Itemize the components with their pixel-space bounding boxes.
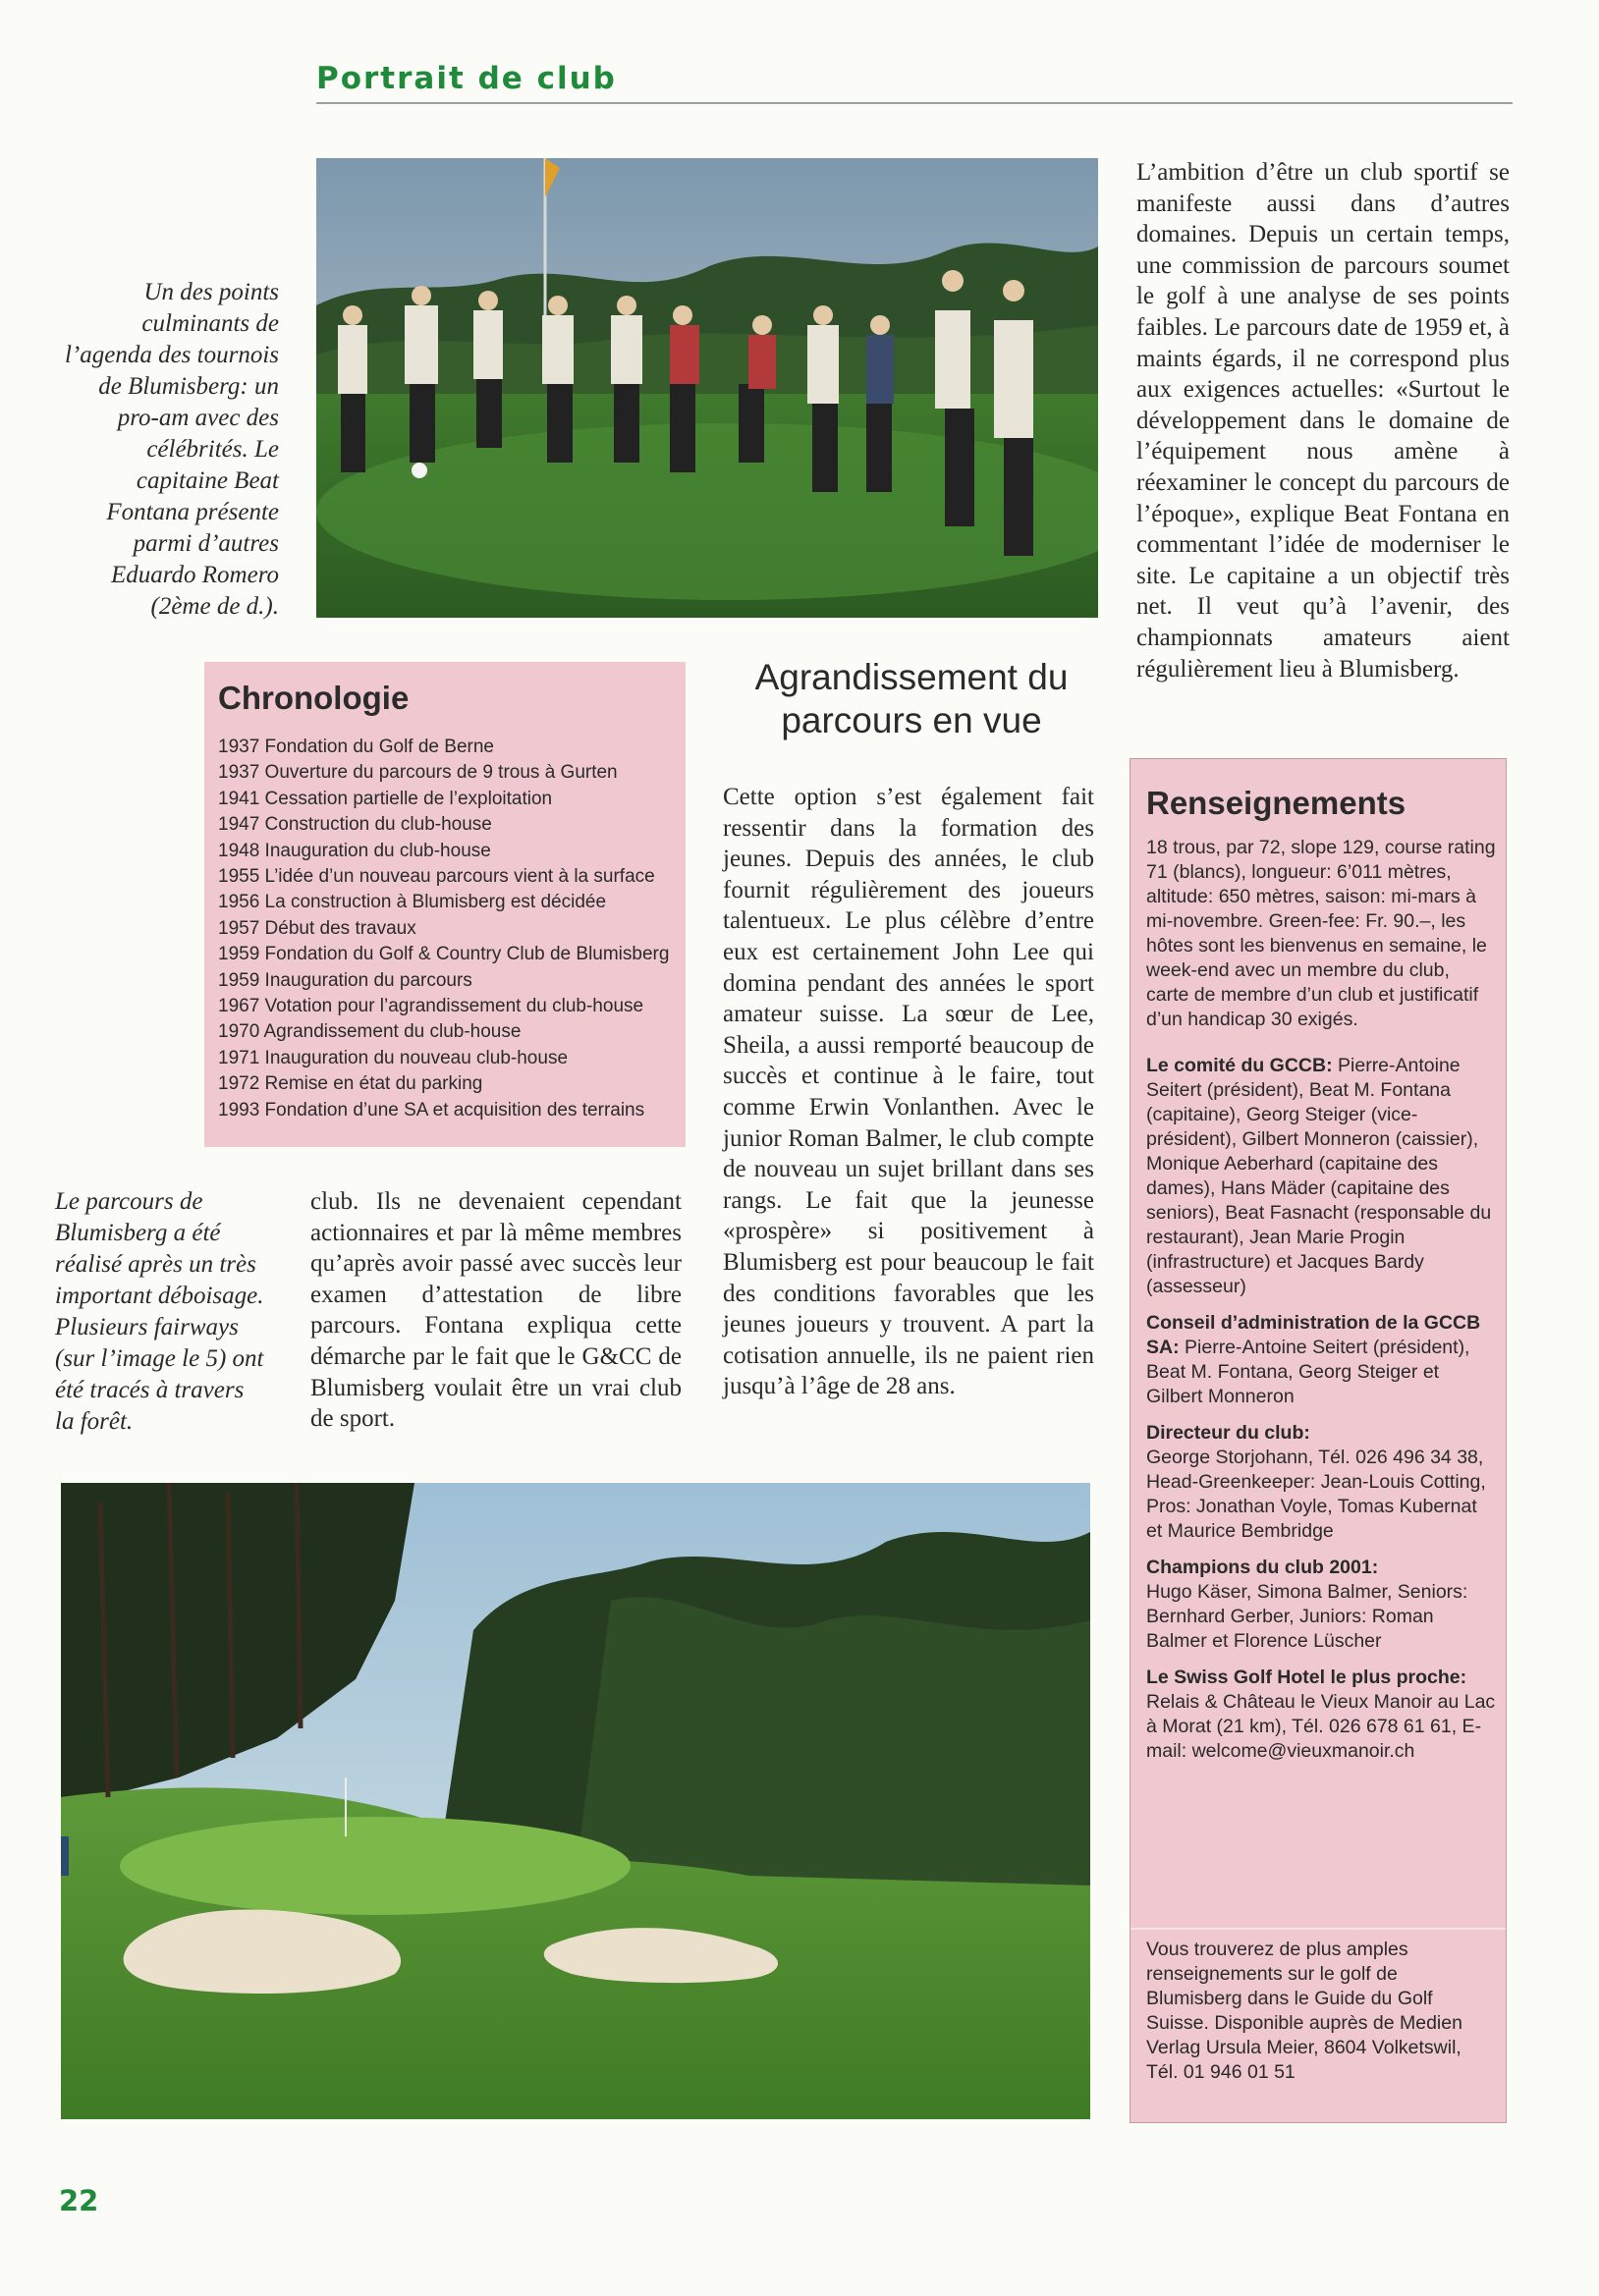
chronologie-item: 1955 L’idée d’un nouveau parcours vient à la surface [218,866,655,888]
chronologie-item: 1959 Fondation du Golf & Country Club de Blumisberg [218,944,670,965]
photo-caption-top: Un des points culminants de l’agenda des tournois de Blumisberg: un pro-am avec des célébrités. Le capitaine Beat Fontana présente parmi d’autres Eduardo Romero (2ème de d.). [64,279,279,620]
chronologie-item: 1947 Construction du club-house [218,814,492,836]
proam-photo-image [316,158,1098,618]
chronologie-item: 1957 Début des travaux [218,917,416,939]
chronologie-item: 1937 Fondation du Golf de Berne [218,737,494,757]
chronologie-item: 1970 Agrandissement du club-house [218,1021,522,1043]
chronologie-item: 1937 Ouverture du parcours de 9 trous à Gurten [218,762,618,784]
renseignements-divider [1130,1928,1506,1930]
comite-label: Le comité du GCCB: [1146,1055,1333,1076]
proam-photo [316,158,1098,618]
chronologie-item: 1971 Inauguration du nouveau club-house [218,1047,569,1068]
chronologie-list [218,735,680,1123]
article-col-left: club. Ils ne devenaient cependant actionnaires et par là même membres qu’après avoir passé avec succès leur examen d’attestation de libre parcours. Fontana expliqua cette démarche par le fait que le G&CC de Blumisberg voulait être un vrai club de sport. [310,1188,682,1433]
champions-label: Champions du club 2001: [1146,1557,1379,1578]
conseil-label: Conseil d’administration de la GCCB SA: [1146,1312,1481,1358]
header-rule [316,102,1513,104]
chronologie-item: 1967 Votation pour l’agrandissement du club-house [218,996,644,1017]
chronologie-item: 1948 Inauguration du club-house [218,840,491,861]
chronologie-item: 1959 Inauguration du parcours [218,969,472,991]
renseignements-title: Renseignements [1146,785,1406,821]
course-photo-image [61,1483,1090,2119]
champions-text: Hugo Käser, Simona Balmer, Seniors: Bernhard Gerber, Juniors: Roman Balmer et Florence Lüscher [1146,1581,1468,1652]
renseignements-content [1146,836,1496,1776]
chronologie-item: 1993 Fondation d’une SA et acquisition des terrains [218,1099,645,1121]
hotel-section [1146,1666,1496,1764]
course-photo [61,1483,1090,2119]
renseignements-box [1130,758,1507,2123]
hotel-label: Le Swiss Golf Hotel le plus proche: [1146,1667,1467,1688]
page-number: 22 [59,2184,99,2217]
conseil-section [1146,1311,1496,1409]
directeur-section [1146,1421,1496,1544]
directeur-label: Directeur du club: [1146,1422,1310,1444]
chronologie-item: 1941 Cessation partielle de l’exploitation [218,788,553,809]
chronologie-item: 1972 Remise en état du parking [218,1073,483,1095]
chronologie-title: Chronologie [218,680,410,716]
comite-text: Pierre-Antoine Seitert (président), Beat M. Fontana (capitaine), Georg Steiger (vice-président), Gilbert Monneron (caissier), Monique Aeberhard (capitaine des dames), Hans Mäder (capitaine des seniors), Beat Fasnacht (responsable du restaurant), Jean Marie Progin (infrastructure) et Jacques Bardy (assesseur) [1146,1055,1492,1297]
renseignements-footer: Vous trouverez de plus amples renseignements sur le golf de Blumisberg dans le Guide du Golf Suisse. Disponible auprès de Medien Verlag Ursula Meier, 8604 Volketswil, Tél. 01 946 01 51 [1146,1939,1462,2083]
chronologie-item: 1956 La construction à Blumisberg est décidée [218,892,607,913]
photo-caption-bottom: Le parcours de Blumisberg a été réalisé après un très important déboisage. Plusieurs fairways (sur l’image le 5) ont été tracés à travers la forêt. [55,1188,264,1435]
renseignements-intro: 18 trous, par 72, slope 129, course rating 71 (blancs), longueur: 6’011 mètres, altitude: 650 mètres, saison: mi-mars à mi-novembre. Green-fee: Fr. 90.–, les hôtes sont les bienvenus en semaine, le week-end avec un membre du club, carte de membre d’un club et justificatif d’un handicap 30 exigés. [1146,837,1496,1030]
section-title: Portrait de club [316,61,617,96]
article-col-middle: Cette option s’est également fait ressentir dans la formation des jeunes. Depuis des années, le club fournit régulièrement des joueurs talentueux. Le plus célèbre d’entre eux est certainement John Lee qui domina pendant des années le sport amateur suisse. La sœur de Lee, Sheila, a aussi remporté beaucoup de succès et continue à le faire, tout comme Erwin Vonlanthen. Avec le junior Roman Balmer, le club compte de nouveau un sujet brillant dans ses rangs. Le fait que la jeunesse «prospère» si positivement à Blumisberg est pour beaucoup le fait des conditions favorables que les jeunes joueurs y trouvent. A part la cotisation annuelle, ils ne paient rien jusqu’à l’âge de 28 ans. [723,784,1094,1400]
champions-section [1146,1556,1496,1654]
chronologie-box [204,662,686,1147]
article-col-right: L’ambition d’être un club sportif se manifeste aussi dans d’autres domaines. Depuis un certain temps, une commission de parcours soumet le golf à une analyse de ses points faibles. Le parcours date de 1959 et, à maints égards, il ne correspond plus aux exigences actuelles: «Surtout le développement dans le domaine de l’équipement nous amène à réexaminer le concept du parcours de l’époque», explique Beat Fontana en commentant l’idée de moderniser le site. Le capitaine a un objectif très net. Il veut qu’à l’avenir, des championnats amateurs aient régulièrement lieu à Blumisberg. [1136,159,1510,683]
hotel-text: Relais & Château le Vieux Manoir au Lac à Morat (21 km), Tél. 026 678 61 61, E-mail: welcome@vieuxmanoir.ch [1146,1691,1496,1762]
comite-section [1146,1054,1496,1299]
conseil-text: Pierre-Antoine Seitert (président), Beat M. Fontana, Georg Steiger et Gilbert Monneron [1146,1337,1470,1407]
article-heading: Agrandissement du parcours en vue [754,657,1069,740]
directeur-text: George Storjohann, Tél. 026 496 34 38, Head-Greenkeeper: Jean-Louis Cotting, Pros: Jonathan Voyle, Tomas Kubernat et Maurice Bembridge [1146,1447,1486,1542]
